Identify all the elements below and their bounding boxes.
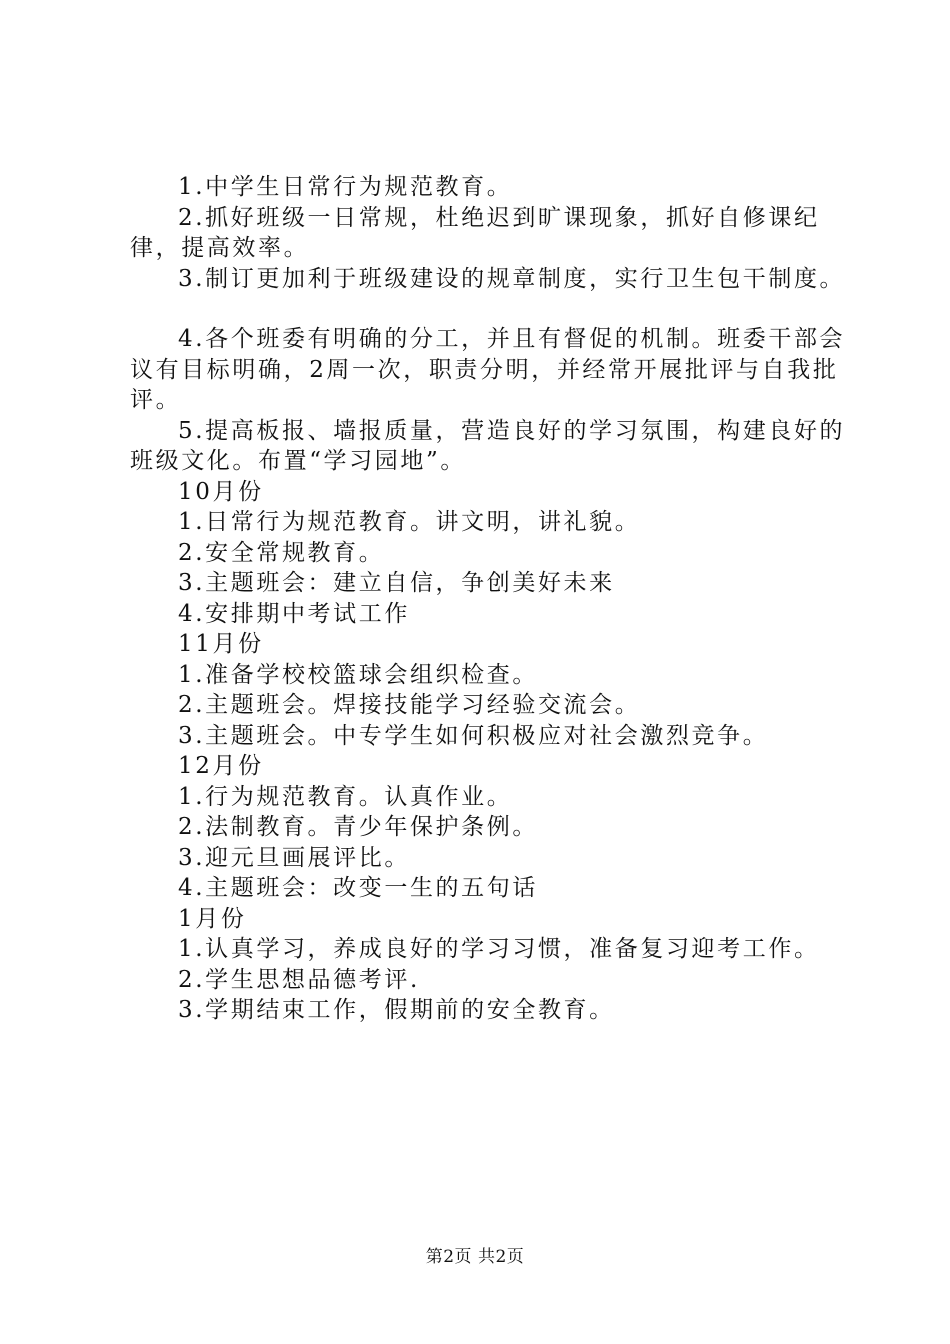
december-item-3: 3.迎元旦画展评比。 — [178, 844, 410, 871]
plan-item-2: 2.抓好班级一日常规，杜绝迟到旷课现象，抓好自修课纪律，提高效率。 — [130, 204, 820, 261]
november-item-3: 3.主题班会。中专学生如何积极应对社会激烈竞争。 — [178, 722, 769, 749]
january-item-3: 3.学期结束工作，假期前的安全教育。 — [178, 997, 615, 1023]
december-item-4: 4.主题班会：改变一生的五句话 — [178, 875, 538, 901]
plan-item-3: 3.制订更加利于班级建设的规章制度，实行卫生包干制度。 — [178, 265, 846, 292]
month-heading-november: 11月份 — [178, 631, 264, 657]
month-heading-january: 1月份 — [178, 905, 247, 932]
plan-item-1: 1.中学生日常行为规范教育。 — [178, 174, 513, 200]
november-item-1: 1.准备学校校篮球会组织检查。 — [178, 661, 538, 688]
november-item-2: 2.主题班会。焊接技能学习经验交流会。 — [178, 692, 641, 718]
october-item-2: 2.安全常规教育。 — [178, 539, 385, 566]
october-item-1: 1.日常行为规范教育。讲文明，讲礼貌。 — [178, 509, 641, 535]
month-heading-october: 10月份 — [178, 478, 264, 505]
january-item-2: 2.学生思想品德考评. — [178, 966, 420, 993]
january-item-1: 1.认真学习，养成良好的学习习惯，准备复习迎考工作。 — [178, 936, 820, 962]
plan-item-5: 5.提高板报、墙报质量，营造良好的学习氛围，构建良好的班级文化。布置“学习园地”。 — [130, 417, 846, 474]
october-item-3: 3.主题班会：建立自信，争创美好未来 — [178, 570, 615, 596]
document-body — [130, 172, 850, 1026]
page-number-footer: 第2页 共2页 — [425, 1247, 525, 1267]
december-item-1: 1.行为规范教育。认真作业。 — [178, 783, 513, 810]
december-item-2: 2.法制教育。青少年保护条例。 — [178, 814, 538, 840]
plan-item-4: 4.各个班委有明确的分工，并且有督促的机制。班委干部会议有目标明确，2周一次，职责分明，并经常开展批评与自我批评。 — [130, 326, 846, 413]
month-heading-december: 12月份 — [178, 753, 264, 779]
october-item-4: 4.安排期中考试工作 — [178, 600, 410, 627]
